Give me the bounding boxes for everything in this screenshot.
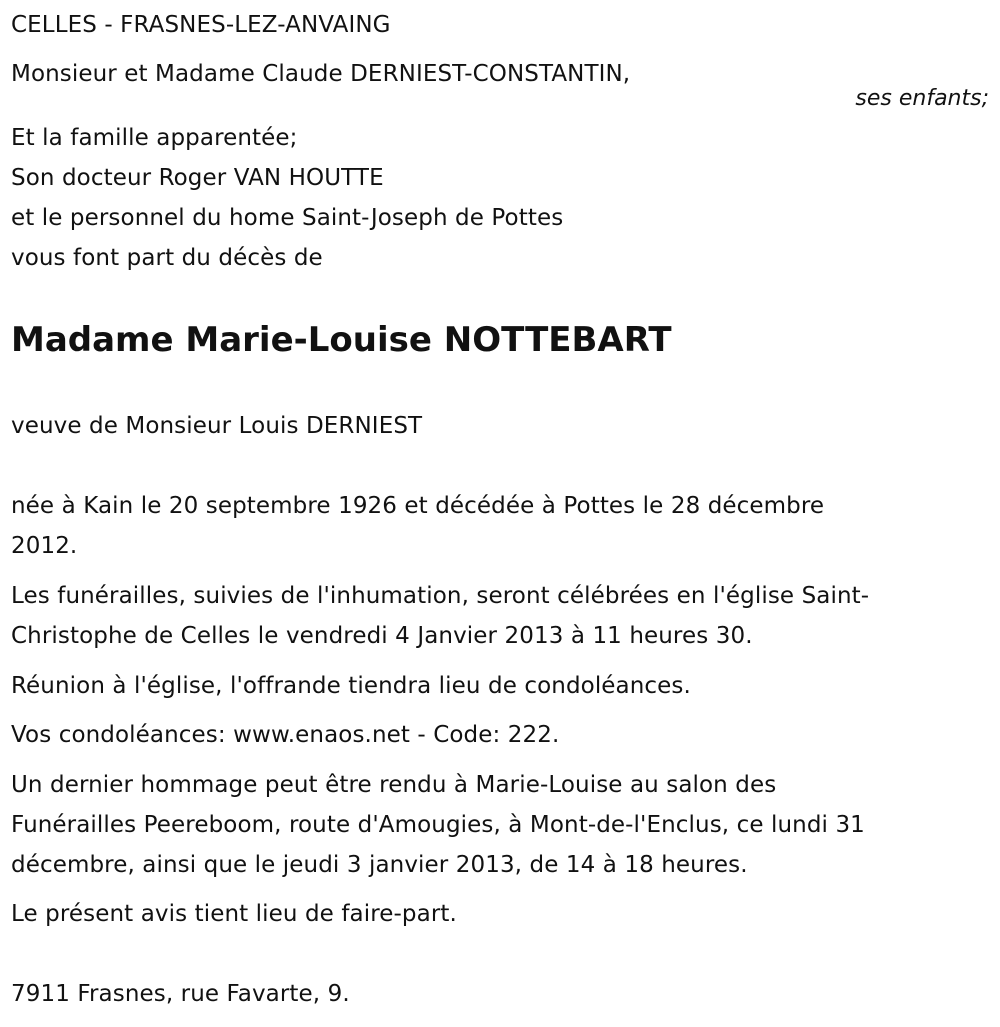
- reunion-line: Réunion à l'église, l'offrande tiendra lieu de condoléances.: [11, 673, 691, 699]
- related-family-line: Et la famille apparentée;: [11, 125, 298, 151]
- homage-line-3: décembre, ainsi que le jeudi 3 janvier 2013, de 14 à 18 heures.: [11, 852, 748, 878]
- homage-line-2: Funérailles Peereboom, route d'Amougies, à Mont-de-l'Enclus, ce lundi 31: [11, 812, 865, 838]
- birth-death-line-2: 2012.: [11, 533, 78, 559]
- doctor-line: Son docteur Roger VAN HOUTTE: [11, 165, 384, 191]
- location-heading: CELLES - FRASNES-LEZ-ANVAING: [11, 12, 391, 38]
- funeral-line-1: Les funérailles, suivies de l'inhumation, seront célébrées en l'église Saint-: [11, 583, 870, 609]
- notice-line: Le présent avis tient lieu de faire-part.: [11, 901, 457, 927]
- announcement-line: vous font part du décès de: [11, 245, 323, 271]
- homage-line-1: Un dernier hommage peut être rendu à Marie-Louise au salon des: [11, 772, 777, 798]
- widow-of-line: veuve de Monsieur Louis DERNIEST: [11, 413, 423, 439]
- condolences-line: Vos condoléances: www.enaos.net - Code: 222.: [11, 722, 560, 748]
- funeral-line-2: Christophe de Celles le vendredi 4 Janvier 2013 à 11 heures 30.: [11, 623, 753, 649]
- deceased-name: Madame Marie-Louise NOTTEBART: [11, 320, 672, 360]
- address-line: 7911 Frasnes, rue Favarte, 9.: [11, 981, 350, 1007]
- family-line: Monsieur et Madame Claude DERNIEST-CONSTANTIN,: [11, 61, 631, 87]
- staff-line: et le personnel du home Saint-Joseph de Pottes: [11, 205, 564, 231]
- family-role: ses enfants;: [855, 86, 989, 111]
- birth-death-line-1: née à Kain le 20 septembre 1926 et décédée à Pottes le 28 décembre: [11, 493, 825, 519]
